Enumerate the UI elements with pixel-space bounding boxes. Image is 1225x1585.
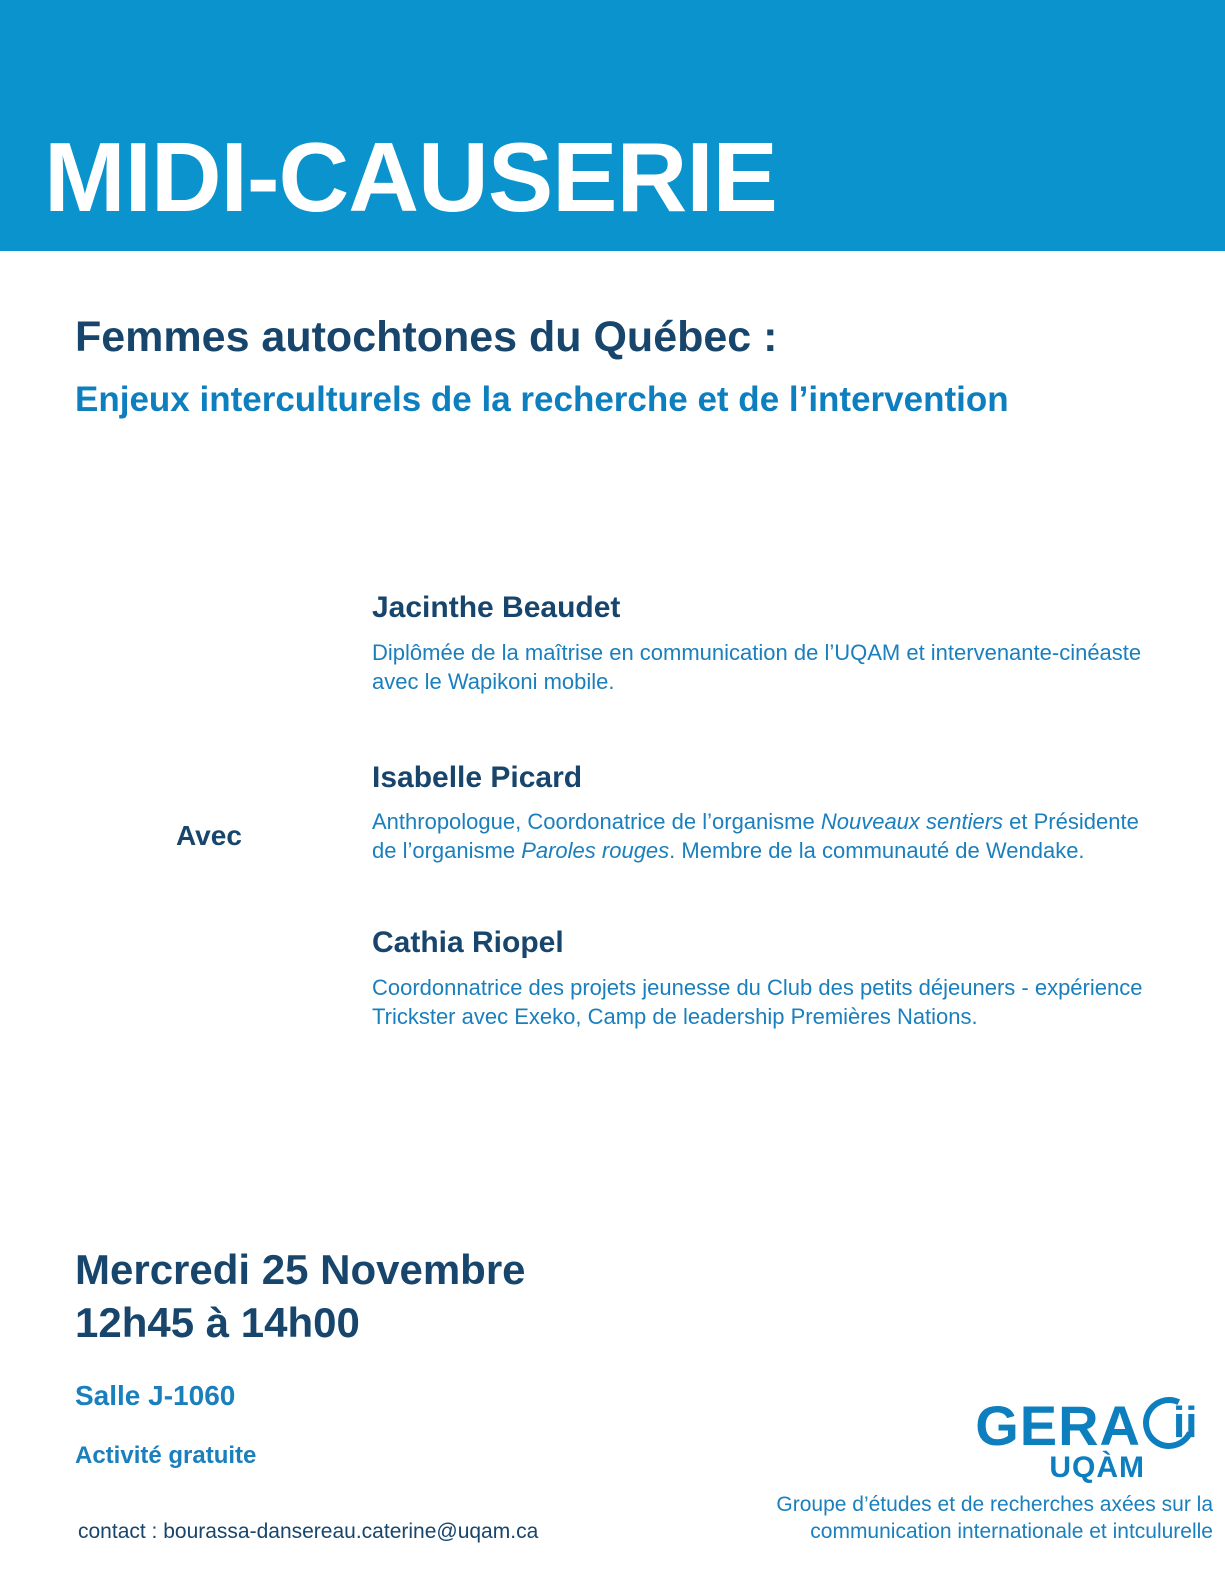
- logo-tagline: [697, 1491, 1217, 1546]
- contact-email: contact : bourassa-dansereau.caterine@uqam.ca: [78, 1520, 539, 1543]
- logo-row: [697, 1395, 1217, 1457]
- logo-circle-icon: [1143, 1395, 1217, 1457]
- spacer: [372, 696, 1172, 762]
- gera-logo: [697, 1395, 1217, 1546]
- speaker-name: Cathia Riopel: [372, 926, 564, 960]
- speaker-item: [372, 592, 1172, 696]
- logo-ii-letters: ii: [1173, 1398, 1198, 1447]
- desc-text-b: et Présidente de l’organisme: [372, 809, 1139, 864]
- logo-wordmark: GERA: [975, 1394, 1141, 1457]
- event-price: Activité gratuite: [75, 1442, 257, 1469]
- speaker-item: [372, 927, 1172, 1031]
- logo-tagline-line2: communication internationale et intculurelle: [810, 1520, 1213, 1544]
- speaker-name: Jacinthe Beaudet: [372, 591, 621, 624]
- banner-title: MIDI-CAUSERIE: [44, 122, 777, 232]
- event-time: 12h45 à 14h00: [75, 1299, 360, 1347]
- header-banner: [0, 0, 1225, 251]
- desc-italic-nouveaux-sentiers: Nouveaux sentiers: [820, 809, 1004, 835]
- page-subtitle: Enjeux interculturels de la recherche et de l’intervention: [75, 380, 1009, 419]
- speaker-name: Isabelle Picard: [372, 760, 583, 794]
- event-datetime: [75, 1243, 526, 1350]
- event-date: Mercredi 25 Novembre: [75, 1246, 526, 1293]
- page-title: Femmes autochtones du Québec :: [75, 313, 778, 361]
- desc-text-a: Anthropologue, Coordonatrice de l’organisme: [372, 809, 821, 835]
- desc-text-c: . Membre de la communauté de Wendake.: [669, 838, 1085, 864]
- logo-tagline-line1: Groupe d’études et de recherches axées sur la: [776, 1493, 1213, 1516]
- with-label: Avec: [176, 820, 242, 851]
- logo-institution: UQÀM: [1049, 1451, 1145, 1484]
- spacer: [372, 865, 1172, 927]
- speaker-description: Coordonnatrice des projets jeunesse du Club des petits déjeuners - expérience Trickster avec Exeko, Camp de leadership Premières Nations.: [372, 974, 1143, 1029]
- speaker-description: [372, 807, 1162, 865]
- speaker-item: [372, 762, 1172, 866]
- desc-italic-paroles-rouges: Paroles rouges: [521, 838, 670, 864]
- speaker-description: Diplômée de la maîtrise en communication de l’UQAM et intervenante-cinéaste avec le Wapikoni mobile.: [372, 639, 1142, 694]
- speakers-list: [372, 592, 1172, 1031]
- event-room: Salle J-1060: [75, 1380, 236, 1411]
